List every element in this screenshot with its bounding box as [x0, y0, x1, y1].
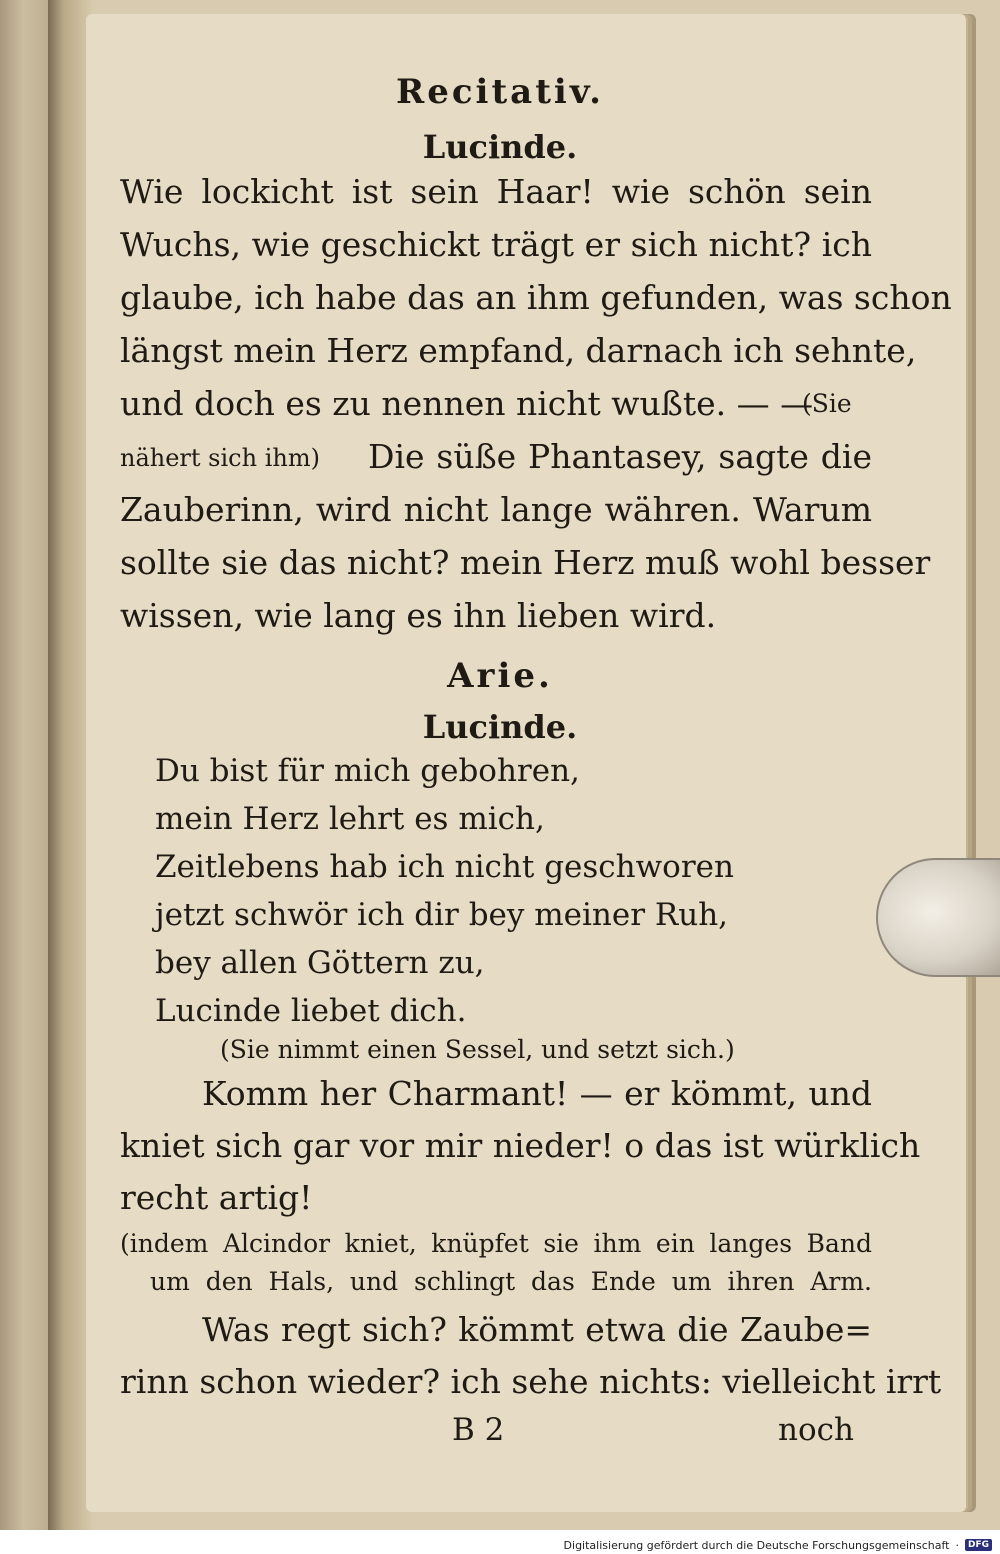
text-line: Was regt sich? kömmt etwa die Zaube=: [202, 1310, 872, 1349]
stage-direction: (Sie: [802, 389, 852, 418]
text-line: Komm her Charmant! — er kömmt, und: [202, 1074, 872, 1113]
footer-separator: ·: [955, 1538, 959, 1552]
dfg-logo-icon: DFG: [965, 1539, 992, 1551]
stage-direction: (Sie nimmt einen Sessel, und setzt sich.): [220, 1035, 735, 1064]
stage-direction: (indem Alcindor kniet, knüpfet sie ihm ein langes Band: [120, 1229, 872, 1258]
section-heading-recitativ: Recitativ.: [395, 72, 605, 112]
signature-mark: B 2: [452, 1412, 505, 1448]
text-line: längst mein Herz empfand, darnach ich sehnte,: [120, 331, 917, 370]
speaker-name: Lucinde.: [422, 128, 578, 166]
section-heading-arie: Arie.: [447, 656, 553, 696]
speaker-name: Lucinde.: [422, 708, 578, 746]
verse-line: jetzt schwör ich dir bey meiner Ruh,: [155, 897, 729, 933]
footer-credit: Digitalisierung gefördert durch die Deutsche Forschungsgemeinschaft: [563, 1538, 950, 1552]
text-line: und doch es zu nennen nicht wußte. — —: [120, 384, 814, 423]
text-line: recht artig!: [120, 1178, 313, 1217]
verse-line: Lucinde liebet dich.: [155, 993, 467, 1029]
text-line: sollte sie das nicht? mein Herz muß wohl besser: [120, 543, 931, 582]
text-line: Wuchs, wie geschickt trägt er sich nicht? ich: [120, 225, 872, 264]
page-clamp: [876, 858, 1000, 977]
text-line: Wie lockicht ist sein Haar! wie schön sein: [120, 172, 872, 211]
verse-line: Zeitlebens hab ich nicht geschworen: [155, 849, 734, 885]
digitization-footer: [564, 1536, 992, 1554]
catchword: noch: [778, 1412, 854, 1448]
stage-direction: um den Hals, und schlingt das Ende um ihren Arm.: [150, 1267, 872, 1296]
verse-line: Du bist für mich gebohren,: [155, 753, 580, 789]
text-line: Die süße Phantasey, sagte die: [368, 437, 872, 476]
verse-line: mein Herz lehrt es mich,: [155, 801, 545, 837]
text-line: kniet sich gar vor mir nieder! o das ist würklich: [120, 1126, 921, 1165]
verse-line: bey allen Göttern zu,: [155, 945, 485, 981]
stage-direction: nähert sich ihm): [120, 444, 320, 472]
text-line: Zauberinn, wird nicht lange währen. Warum: [120, 490, 872, 529]
text-line: glaube, ich habe das an ihm gefunden, was schon: [120, 278, 952, 317]
text-line: rinn schon wieder? ich sehe nichts: vielleicht irrt: [120, 1362, 942, 1401]
text-line: wissen, wie lang es ihn lieben wird.: [120, 596, 717, 635]
